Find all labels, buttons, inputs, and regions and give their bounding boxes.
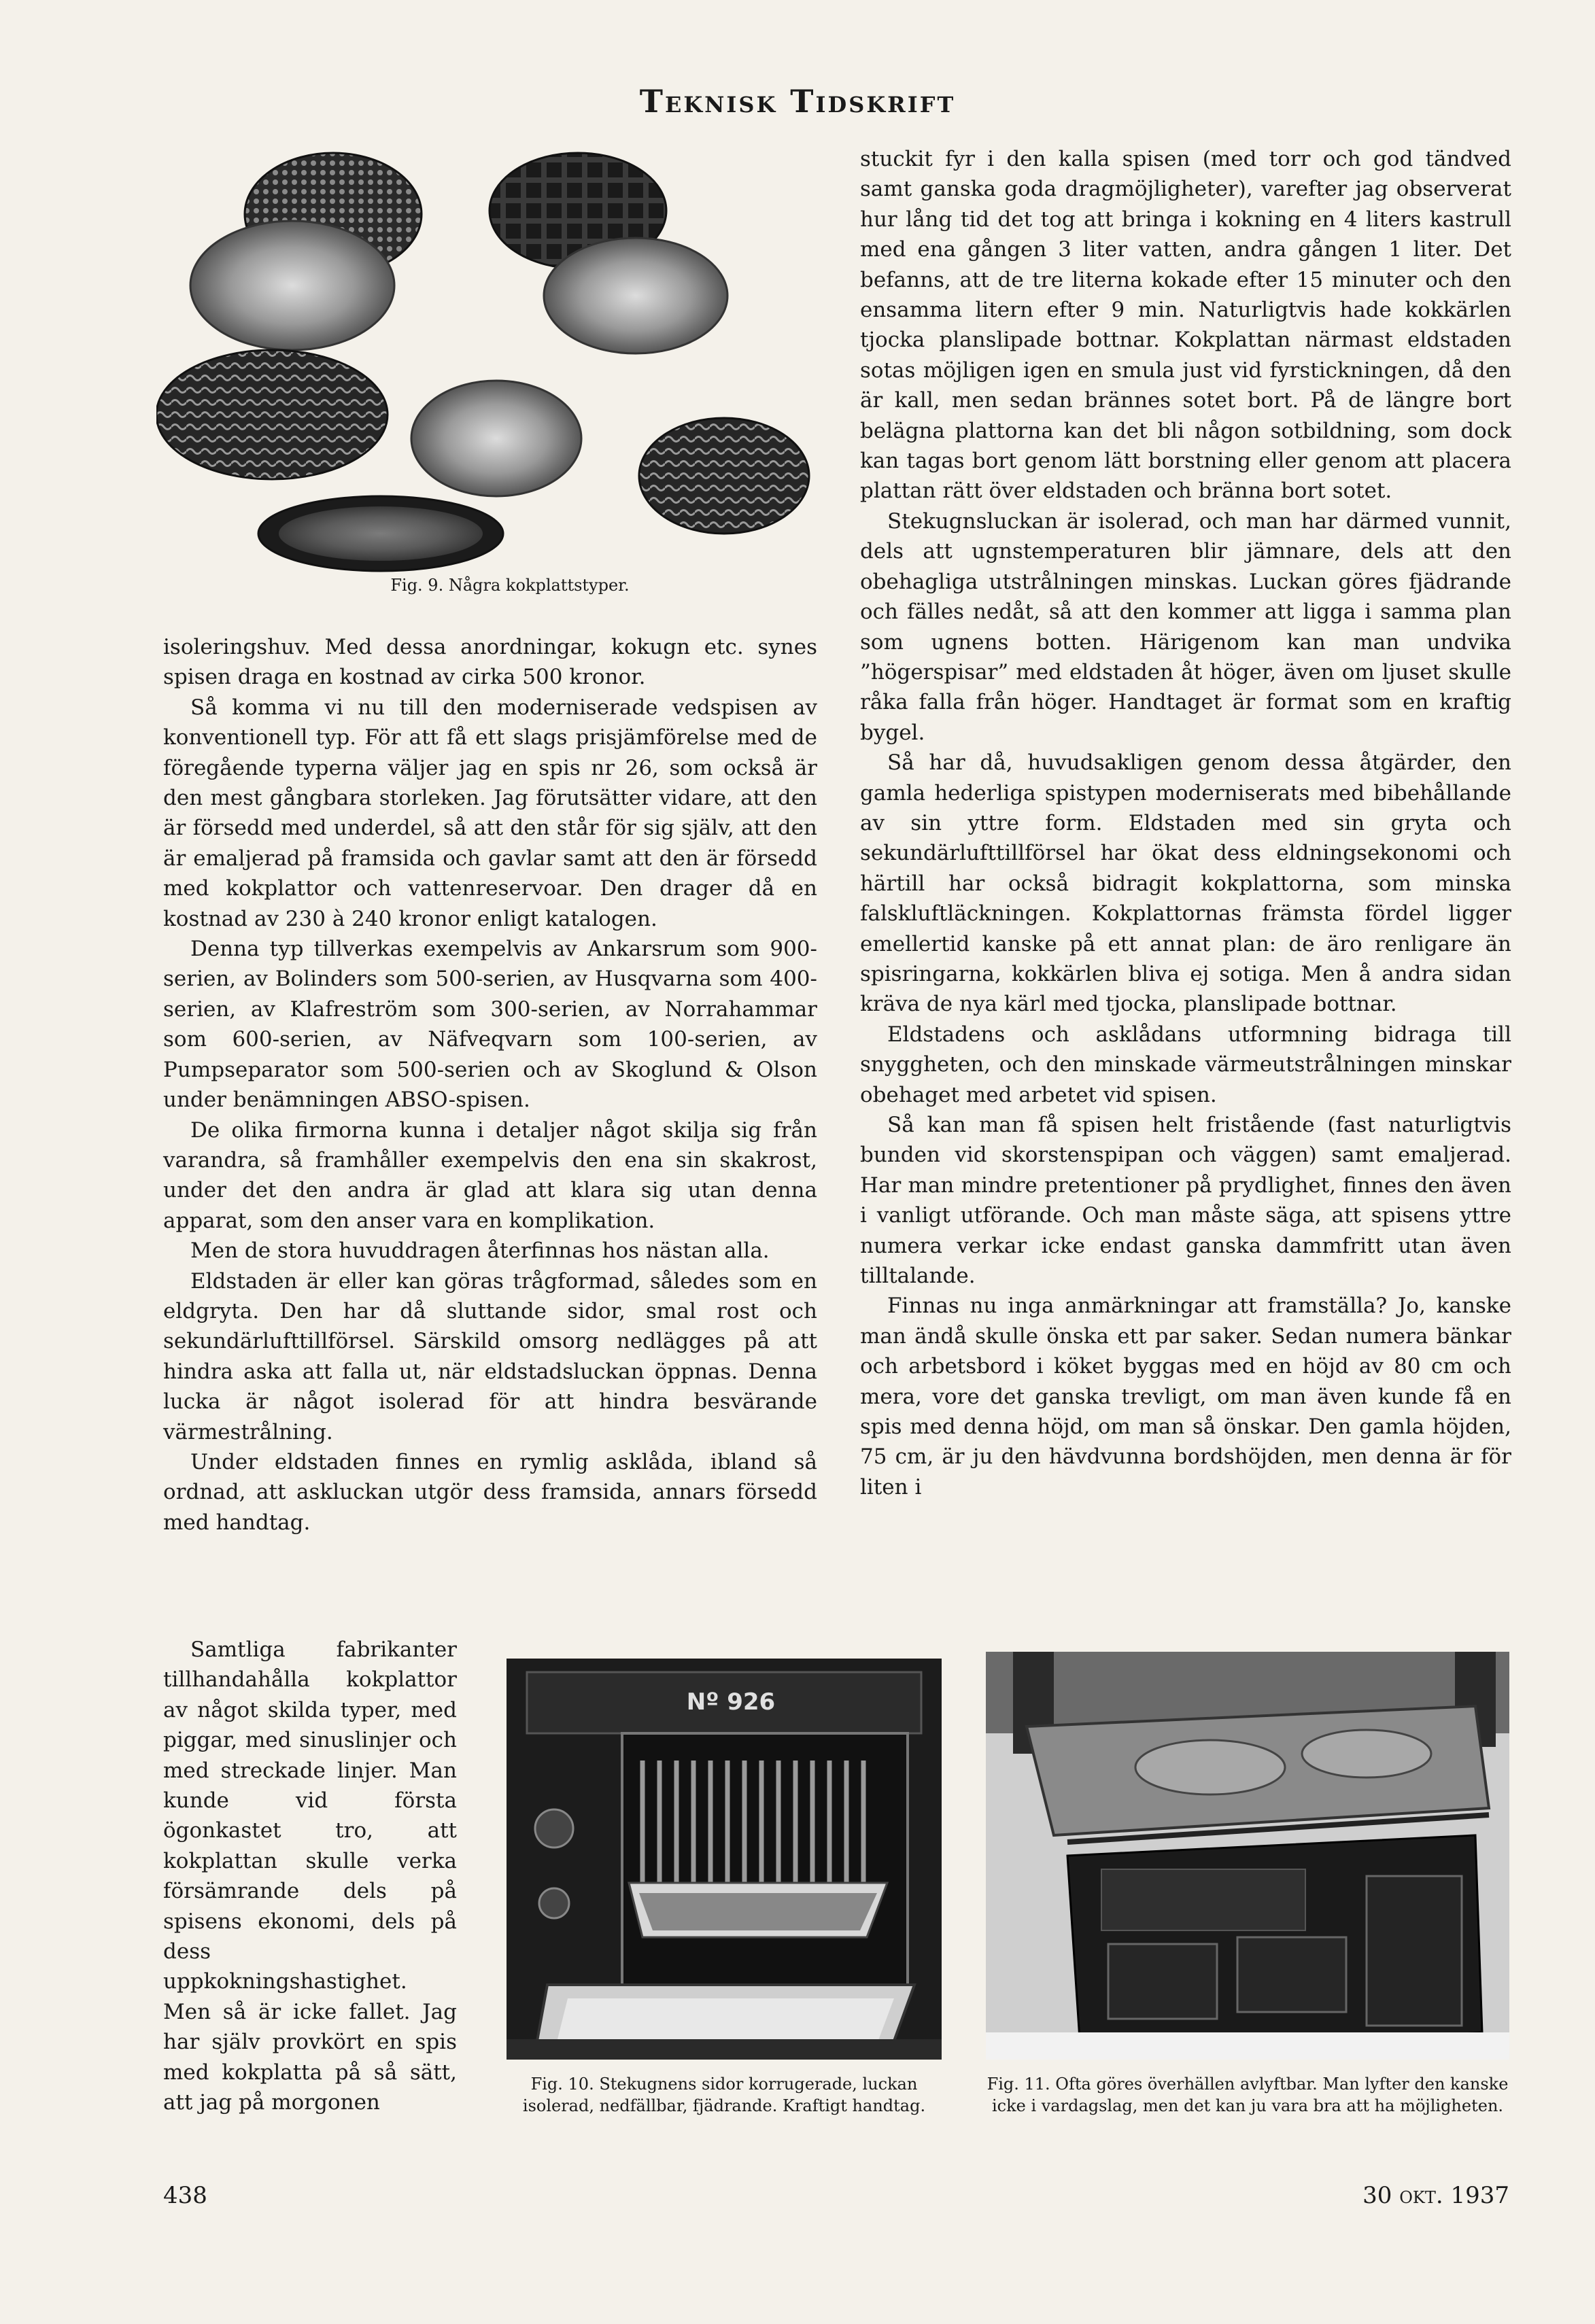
paragraph: Samtliga fabrikanter tillhandahålla kokplattor av något skilda typer, med piggar, med sinuslinjer och med streckade linjer. Man kunde vid första ögonkastet tro, att kokplattan skulle verka försämrande dels på spisens ekonomi, dels på dess uppkokningshastighet. Men så är icke fallet. Jag har själv provkört en spis med kokplatta på så sätt, att jag på morgonen [163, 1637, 457, 2115]
left-narrow-text [163, 1635, 457, 2118]
paragraph: Denna typ tillverkas exempelvis av Ankarsrum som 900-serien, av Bolinders som 500-serien, av Husqvarna som 400-serien, av Klafreström som 300-serien, av Norrahammar som 600-serien, av Näfveqvarn som 100-serien, av Pumpseparator som 500-serien och av Skoglund & Olson under benämningen ABSO-spisen. [163, 937, 817, 1113]
paragraph: Så komma vi nu till den moderniserade vedspisen av konventionell typ. För att få ett slags prisjämförelse med de föregående typerna väljer jag en spis nr 26, som också är den mest gångbara storleken. Jag förutsätter vidare, att den är försedd med underdel, så att den står för sig själv, att den är emaljerad på framsida och gavlar samt att den är försedd med kokplattor och vattenreservoar. Den drager då en kostnad av 230 à 240 kronor enligt katalogen. [163, 695, 817, 931]
paragraph: Men de stora huvuddragen återfinnas hos nästan alla. [190, 1238, 770, 1264]
figure-11-image [986, 1652, 1509, 2060]
paragraph: Eldstadens och asklådans utformning bidraga till snyggheten, och den minskade värmeutstrålningen minskar obehaget med arbetet vid spisen. [860, 1022, 1511, 1107]
paragraph: Så kan man få spisen helt fristående (fast naturligtvis bunden vid skorstenspipan och väggen) samt emaljerad. Har man mindre pretentioner på prydlighet, finnes den även i vanligt utförande. Och man måste säga, att spisens yttre numera verkar icke endast ganska dammfritt utan även tilltalande. [860, 1113, 1511, 1289]
paragraph: Stekugnsluckan är isolerad, och man har därmed vunnit, dels att ugnstemperaturen blir jämnare, dels att den obehagliga utstrålningen minskas. Luckan göres fjädrande och fälles nedåt, så att den kommer att ligga i samma plan som ugnens botten. Härigenom kan man undvika ”högerspisar” med eldstaden åt höger, även om ljuset skulle råka falla från höger. Handtaget är format som en kraftig bygel. [860, 508, 1511, 745]
paragraph: stuckit fyr i den kalla spisen (med torr och god tändved samt ganska goda dragmöjligheter), varefter jag observerat hur lång tid det tog att bringa i kokning en 4 liters kastrull med ena gången 3 liter vatten, andra gången 1 liter. Det befanns, att de tre literna kokade efter 15 minuter och den ensamma litern efter 9 min. Naturligtvis hade kokkärlen tjocka planslipade bottnar. Kokplattan närmast eldstaden sotas möjligen igen en smula just vid fyrstickningen, då den är kall, men sedan brännes sotet bort. På de längre bort belägna plattorna kan det bli någon sotbildning, som dock kan tagas bort genom lätt borstning eller genom att placera plattan rätt över eldstaden och bränna bort sotet. [860, 147, 1511, 504]
figure-9-caption: Fig. 9. Några kokplattstyper. [390, 576, 630, 595]
figure-9-image [156, 139, 850, 574]
right-column-text [860, 144, 1511, 1502]
oven-number-label: Nº 926 [686, 1688, 776, 1716]
paragraph: Eldstaden är eller kan göras trågformad, således som en eldgryta. Den har då sluttande sidor, smal rost och sekundärlufttillförsel. Särskild omsorg nedlägges på att hindra aska att falla ut, när eldstadsluckan öppnas. Denna lucka är något isolerad för att hindra besvärande värmestrålning. [163, 1268, 817, 1444]
left-column-text [163, 632, 817, 1538]
issue-date: 30 okt. 1937 [1362, 2182, 1509, 2209]
paragraph: Så har då, huvudsakligen genom dessa åtgärder, den gamla hederliga spistypen moderniserats med bibehållande av sin yttre form. Eldstaden med sin gryta och sekundärlufttillförsel har ökat dess eldningsekonomi och härtill har också bidragit kokplattorna, som minska falskluftläckningen. Kokplattornas främsta fördel ligger emellertid kanske på ett annat plan: de äro renligare än spisringarna, kokkärlen bliva ej sotiga. Men å andra sidan kräva de nya kärl med tjocka, planslipade bottnar. [860, 750, 1511, 1017]
journal-title: Teknisk Tidskrift [639, 83, 956, 120]
page-number: 438 [163, 2182, 207, 2209]
figure-10-image [507, 1659, 942, 2060]
paragraph: isoleringshuv. Med dessa anordningar, kokugn etc. synes spisen draga en kostnad av cirka 500 kronor. [163, 635, 817, 690]
figure-11-caption: Fig. 11. Ofta göres överhällen avlyftbar. Man lyfter den kanske icke i vardagslag, men det kan ju vara bra att ha möjligheten. [987, 2075, 1509, 2115]
paragraph: Finnas nu inga anmärkningar att framställa? Jo, kanske man ändå skulle önska ett par saker. Sedan numera bänkar och arbetsbord i köket byggas med en höjd av 80 cm och mera, vore det ganska trevligt, om man även kunde få en spis med denna höjd, om man så önskar. Den gamla höjden, 75 cm, är ju den hävdvunna bordshöjden, men denna är för liten i [860, 1294, 1511, 1499]
figure-10-caption: Fig. 10. Stekugnens sidor korrugerade, luckan isolerad, nedfällbar, fjädrande. Kraftigt handtag. [522, 2075, 926, 2115]
paragraph: De olika firmorna kunna i detaljer något skilja sig från varandra, så framhåller exempelvis den ena sin skakrost, under det den andra är glad att klara sig utan denna apparat, som den anser vara en komplikation. [163, 1117, 817, 1233]
paragraph: Under eldstaden finnes en rymlig asklåda, ibland så ordnad, att askluckan utgör dess framsida, annars försedd med handtag. [163, 1449, 817, 1535]
